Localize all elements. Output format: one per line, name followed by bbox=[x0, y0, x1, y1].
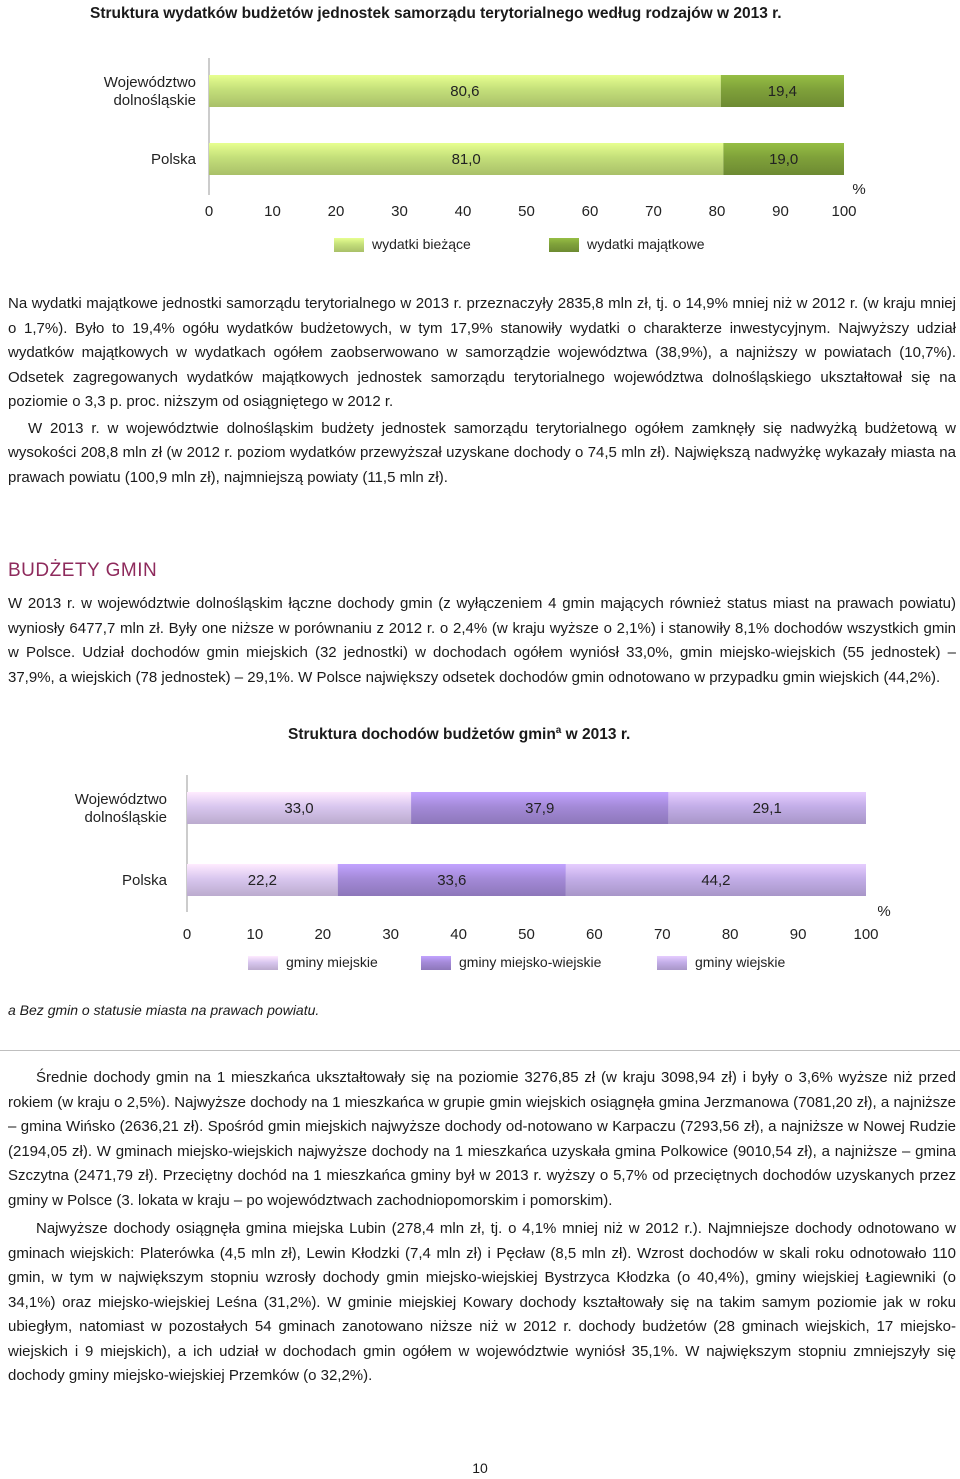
legend-swatch bbox=[248, 956, 278, 970]
unit-label: % bbox=[852, 181, 866, 198]
tick-label: 50 bbox=[518, 926, 535, 943]
data-label: 19,0 bbox=[769, 151, 799, 168]
chart1 bbox=[0, 40, 960, 270]
paragraph-4-text: Średnie dochody gmin na 1 mieszkańca ukształtowały się na poziomie 3276,85 zł (w kraju 3098,94 zł) i były o 3,6% wyższe niż przed rokiem (w kraju o 2,5%). Najwyższe dochody na 1 mieszkańca w grupie gmin wiejskich osiągnęła gmina Jerzmanowa (7081,20 zł), a najniższe – gmina Wińsko (2636,21 zł). Spośród gmin miejskich najwyższe dochody od-notowano w Karpaczu (7293,56 zł), a najniższe w Nowej Rudzie (2194,05 zł). W gminach miejsko-wiejskich najwyższe dochody na 1 mieszkańca uzyskała gmina Polkowice (9010,54 zł), a najniższe – gmina Szczytna (2471,79 zł). Przeciętny dochód na 1 mieszkańca gminy był w 2013 r. wyższy o 5,7% od przeciętnych dochodów uzyskanych przez gminy w Polsce (3. lokata w kraju – po województwach zachodniopomorskim i pomorskim). bbox=[8, 1069, 956, 1209]
category-label: dolnośląskie bbox=[84, 809, 167, 826]
divider bbox=[0, 1050, 960, 1051]
tick-label: 50 bbox=[518, 203, 535, 220]
tick-label: 40 bbox=[450, 926, 467, 943]
chart2-svg bbox=[0, 770, 960, 985]
tick-label: 20 bbox=[327, 203, 345, 220]
chart1-title: Struktura wydatków budżetów jednostek samorządu terytorialnego według rodzajów w 2013 r. bbox=[90, 5, 782, 22]
category-label: dolnośląskie bbox=[113, 92, 196, 109]
legend-swatch bbox=[657, 956, 687, 970]
data-label: 44,2 bbox=[701, 872, 731, 889]
tick-label: 30 bbox=[391, 203, 408, 220]
tick-label: 0 bbox=[182, 926, 192, 943]
legend-swatch bbox=[334, 238, 364, 252]
data-label: 33,0 bbox=[284, 800, 314, 817]
tick-label: 60 bbox=[586, 926, 603, 943]
category-label: Polska bbox=[150, 151, 196, 168]
paragraph-3-text: W 2013 r. w województwie dolnośląskim łączne dochody gmin (z wyłączeniem 4 gmin mających również status miast na prawach powiatu) wyniosły 6477,7 mln zł. Były one niższe w porównaniu z 2012 r. o 2,4% (w kraju wyższe o 2,1%) i stanowiły 8,1% dochodów wszystkich gmin w Polsce. Udział dochodów gmin miejskich (32 jednostki) w dochodach ogółem wyniósł 33,0%, gmin miejsko-wiejskich (55 jednostek) – 37,9%, a wiejskich (78 jednostek) – 29,1%. W Polsce największy odsetek dochodów gmin odnotowano w przypadku gmin wiejskich (44,2%). bbox=[8, 595, 956, 686]
page-number: 10 bbox=[472, 1460, 488, 1476]
paragraph-1 bbox=[8, 292, 956, 490]
paragraph-2-text: W 2013 r. w województwie dolnośląskim budżety jednostek samorządu terytorialnego ogółem zamknęły się nadwyżką budżetową w wysokości 208,8 mln zł (w 2012 r. poziom wydatków przewyższał uzyskane dochody o 74,5 mln zł). Największą nadwyżkę wykazały miasta na prawach powiatu (100,9 mln zł), najmniejszą powiaty (11,5 mln zł). bbox=[8, 419, 956, 486]
legend-swatch bbox=[549, 238, 579, 252]
category-label: Województwo bbox=[103, 74, 196, 91]
data-label: 81,0 bbox=[451, 151, 481, 168]
chart1-svg bbox=[0, 40, 960, 270]
tick-label: 100 bbox=[831, 203, 857, 220]
chart2-title bbox=[288, 725, 630, 744]
tick-label: 100 bbox=[853, 926, 879, 943]
tick-label: 90 bbox=[772, 203, 789, 220]
chart2-title-text: Struktura dochodów budżetów gmin bbox=[288, 726, 556, 744]
tick-label: 20 bbox=[314, 926, 332, 943]
tick-label: 70 bbox=[653, 926, 671, 943]
tick-label: 40 bbox=[454, 203, 472, 220]
paragraph-5-text: Najwyższe dochody osiągnęła gmina miejska Lubin (278,4 mln zł, tj. o 4,1% mniej niż w 2012 r.). Najmniejsze dochody odnotowano w gminach wiejskich: Platerówka (4,5 mln zł), Lewin Kłodzki (7,4 mln zł) i Pęcław (8,5 mln zł). Wzrost dochodów w skali roku odnotowało 110 gmin, w tym w największym stopniu wzrosły dochody gmin miejsko-wiejskiej Bystrzyca Kłodzka (o 40,4%), gminy wiejskiej Łagiewniki (o 34,1%) oraz miejsko-wiejskiej Leśna (31,2%). W gminie miejskiej Kowary dochody kształtowały się na takim samym poziomie jak w roku ubiegłym, natomiast w pozostałych 54 gminach zanotowano niższe niż w 2012 r. dochody budżetów (28 gminach wiejskich, 17 miejsko-wiejskich i 9 miejskich), a ich udział w dochodach gmin ogółem w województwie wyniósł 35,1%. W największym stopniu zmniejszyły się dochody gminy miejsko-wiejskiej Przemków (o 32,2%). bbox=[8, 1220, 956, 1384]
tick-label: 0 bbox=[204, 203, 214, 220]
legend-label: gminy miejsko-wiejskie bbox=[459, 954, 602, 970]
tick-label: 10 bbox=[246, 926, 264, 943]
category-label: Polska bbox=[121, 872, 167, 889]
tick-label: 30 bbox=[382, 926, 400, 943]
data-label: 37,9 bbox=[525, 800, 555, 817]
unit-label: % bbox=[877, 903, 891, 920]
chart2-title-sup: a bbox=[555, 725, 562, 736]
data-label: 33,6 bbox=[437, 872, 467, 889]
tick-label: 70 bbox=[645, 203, 662, 220]
footnote: a Bez gmin o statusie miasta na prawach powiatu. bbox=[8, 1002, 320, 1018]
legend-label: wydatki bieżące bbox=[372, 236, 471, 252]
chart2 bbox=[0, 770, 960, 985]
legend-label: wydatki majątkowe bbox=[587, 236, 705, 252]
tick-label: 10 bbox=[264, 203, 281, 220]
data-label: 29,1 bbox=[752, 800, 782, 817]
tick-label: 80 bbox=[708, 203, 726, 220]
legend-label: gminy miejskie bbox=[286, 954, 378, 970]
legend-swatch bbox=[421, 956, 451, 970]
legend-label: gminy wiejskie bbox=[695, 954, 786, 970]
paragraph-1-text: Na wydatki majątkowe jednostki samorządu terytorialnego w 2013 r. przeznaczyły 2835,8 mln zł, tj. o 14,9% mniej niż w 2012 r. (w kraju mniej o 1,7%). Było to 19,4% ogółu wydatków budżetowych, w tym 17,9% stanowiły wydatki o charakterze inwestycyjnym. Najwyższy udział wydatków majątkowych w wydatkach ogółem zaobserwowano w samorządzie województwa (38,9%), a najniższy w powiatach (10,7%). Odsetek zagregowanych wydatków majątkowych jednostek samorządu terytorialnego województwa dolnośląskiego ukształtował się na poziomie o 3,3 p. proc. niższym od osiągniętego w 2012 r. bbox=[8, 295, 956, 410]
tick-label: 90 bbox=[789, 926, 807, 943]
data-label: 80,6 bbox=[450, 83, 480, 100]
chart2-title-suffix: w 2013 r. bbox=[561, 726, 631, 744]
section-heading: BUDŻETY GMIN bbox=[8, 560, 158, 581]
paragraph-4 bbox=[8, 1066, 956, 1389]
tick-label: 60 bbox=[581, 203, 599, 220]
data-label: 22,2 bbox=[247, 872, 277, 889]
data-label: 19,4 bbox=[767, 83, 798, 100]
paragraph-3 bbox=[8, 592, 956, 690]
tick-label: 80 bbox=[721, 926, 739, 943]
category-label: Województwo bbox=[74, 791, 167, 808]
